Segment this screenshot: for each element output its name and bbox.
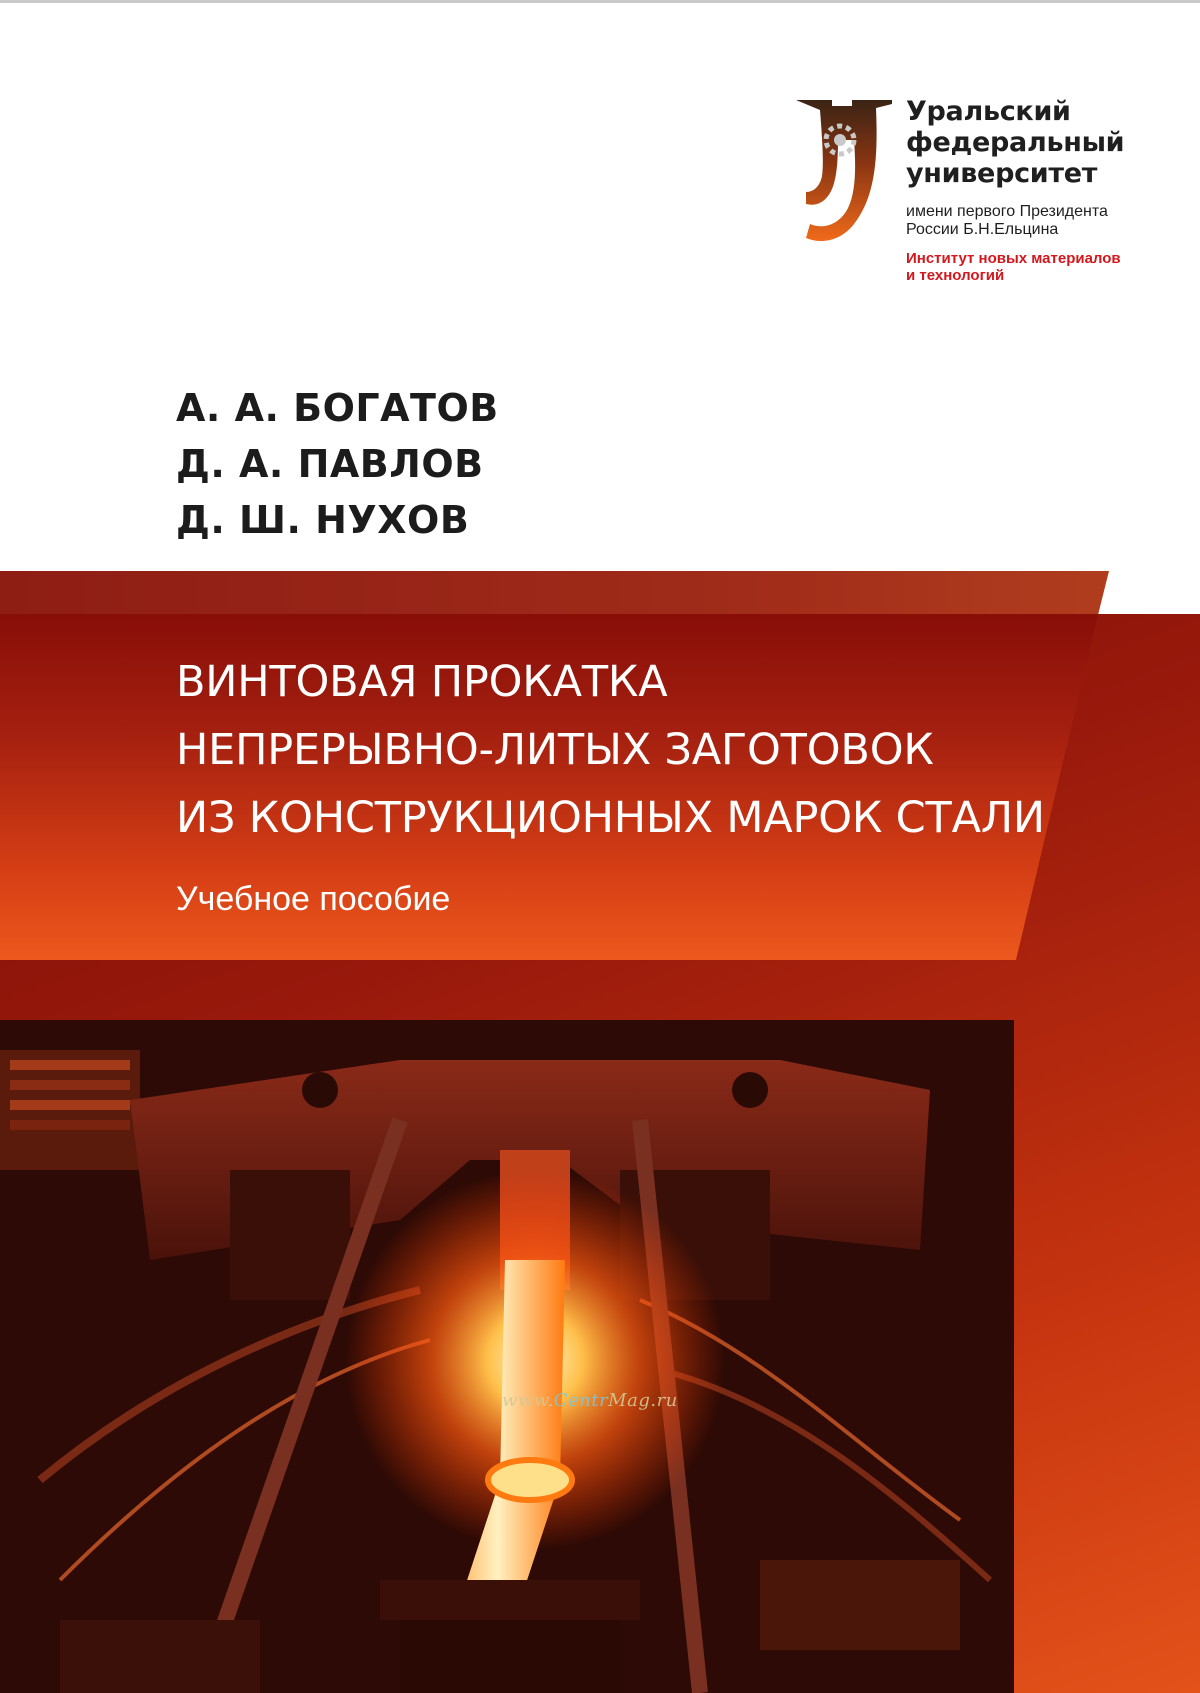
author-list [176, 380, 776, 548]
book-subtitle: Учебное пособие [176, 880, 451, 918]
watermark-suffix: Mag.ru [608, 1390, 678, 1411]
university-name-line: университет [906, 158, 1098, 189]
author-name: Д. Ш. НУХОВ [176, 498, 470, 542]
book-title-line: ВИНТОВАЯ ПРОКАТКА [176, 657, 668, 707]
university-name-line: федеральный [906, 127, 1125, 158]
university-name [906, 96, 1124, 189]
author-name: Д. А. ПАВЛОВ [176, 442, 484, 486]
top-rule [0, 0, 1200, 3]
cover-photo [0, 1020, 1014, 1693]
watermark [502, 1390, 678, 1411]
institute-name-line: Институт новых материалов [906, 250, 1121, 267]
university-subtitle-line: имени первого Президента [906, 203, 1108, 220]
band-stripe [0, 571, 1200, 615]
book-title-line: ИЗ КОНСТРУКЦИОННЫХ МАРОК СТАЛИ [176, 793, 1045, 843]
watermark-accent: Centr [553, 1390, 609, 1411]
institute-name-line: и технологий [906, 267, 1005, 284]
university-logo-icon [792, 96, 902, 246]
watermark-prefix: www. [502, 1390, 554, 1411]
university-name-line: Уральский [906, 96, 1071, 127]
author-name: А. А. БОГАТОВ [176, 386, 499, 430]
book-title [176, 648, 1076, 852]
university-subtitle [906, 203, 1108, 239]
institute-name [906, 250, 1121, 284]
university-subtitle-line: России Б.Н.Ельцина [906, 221, 1059, 238]
book-title-line: НЕПРЕРЫВНО-ЛИТЫХ ЗАГОТОВОК [176, 725, 934, 775]
